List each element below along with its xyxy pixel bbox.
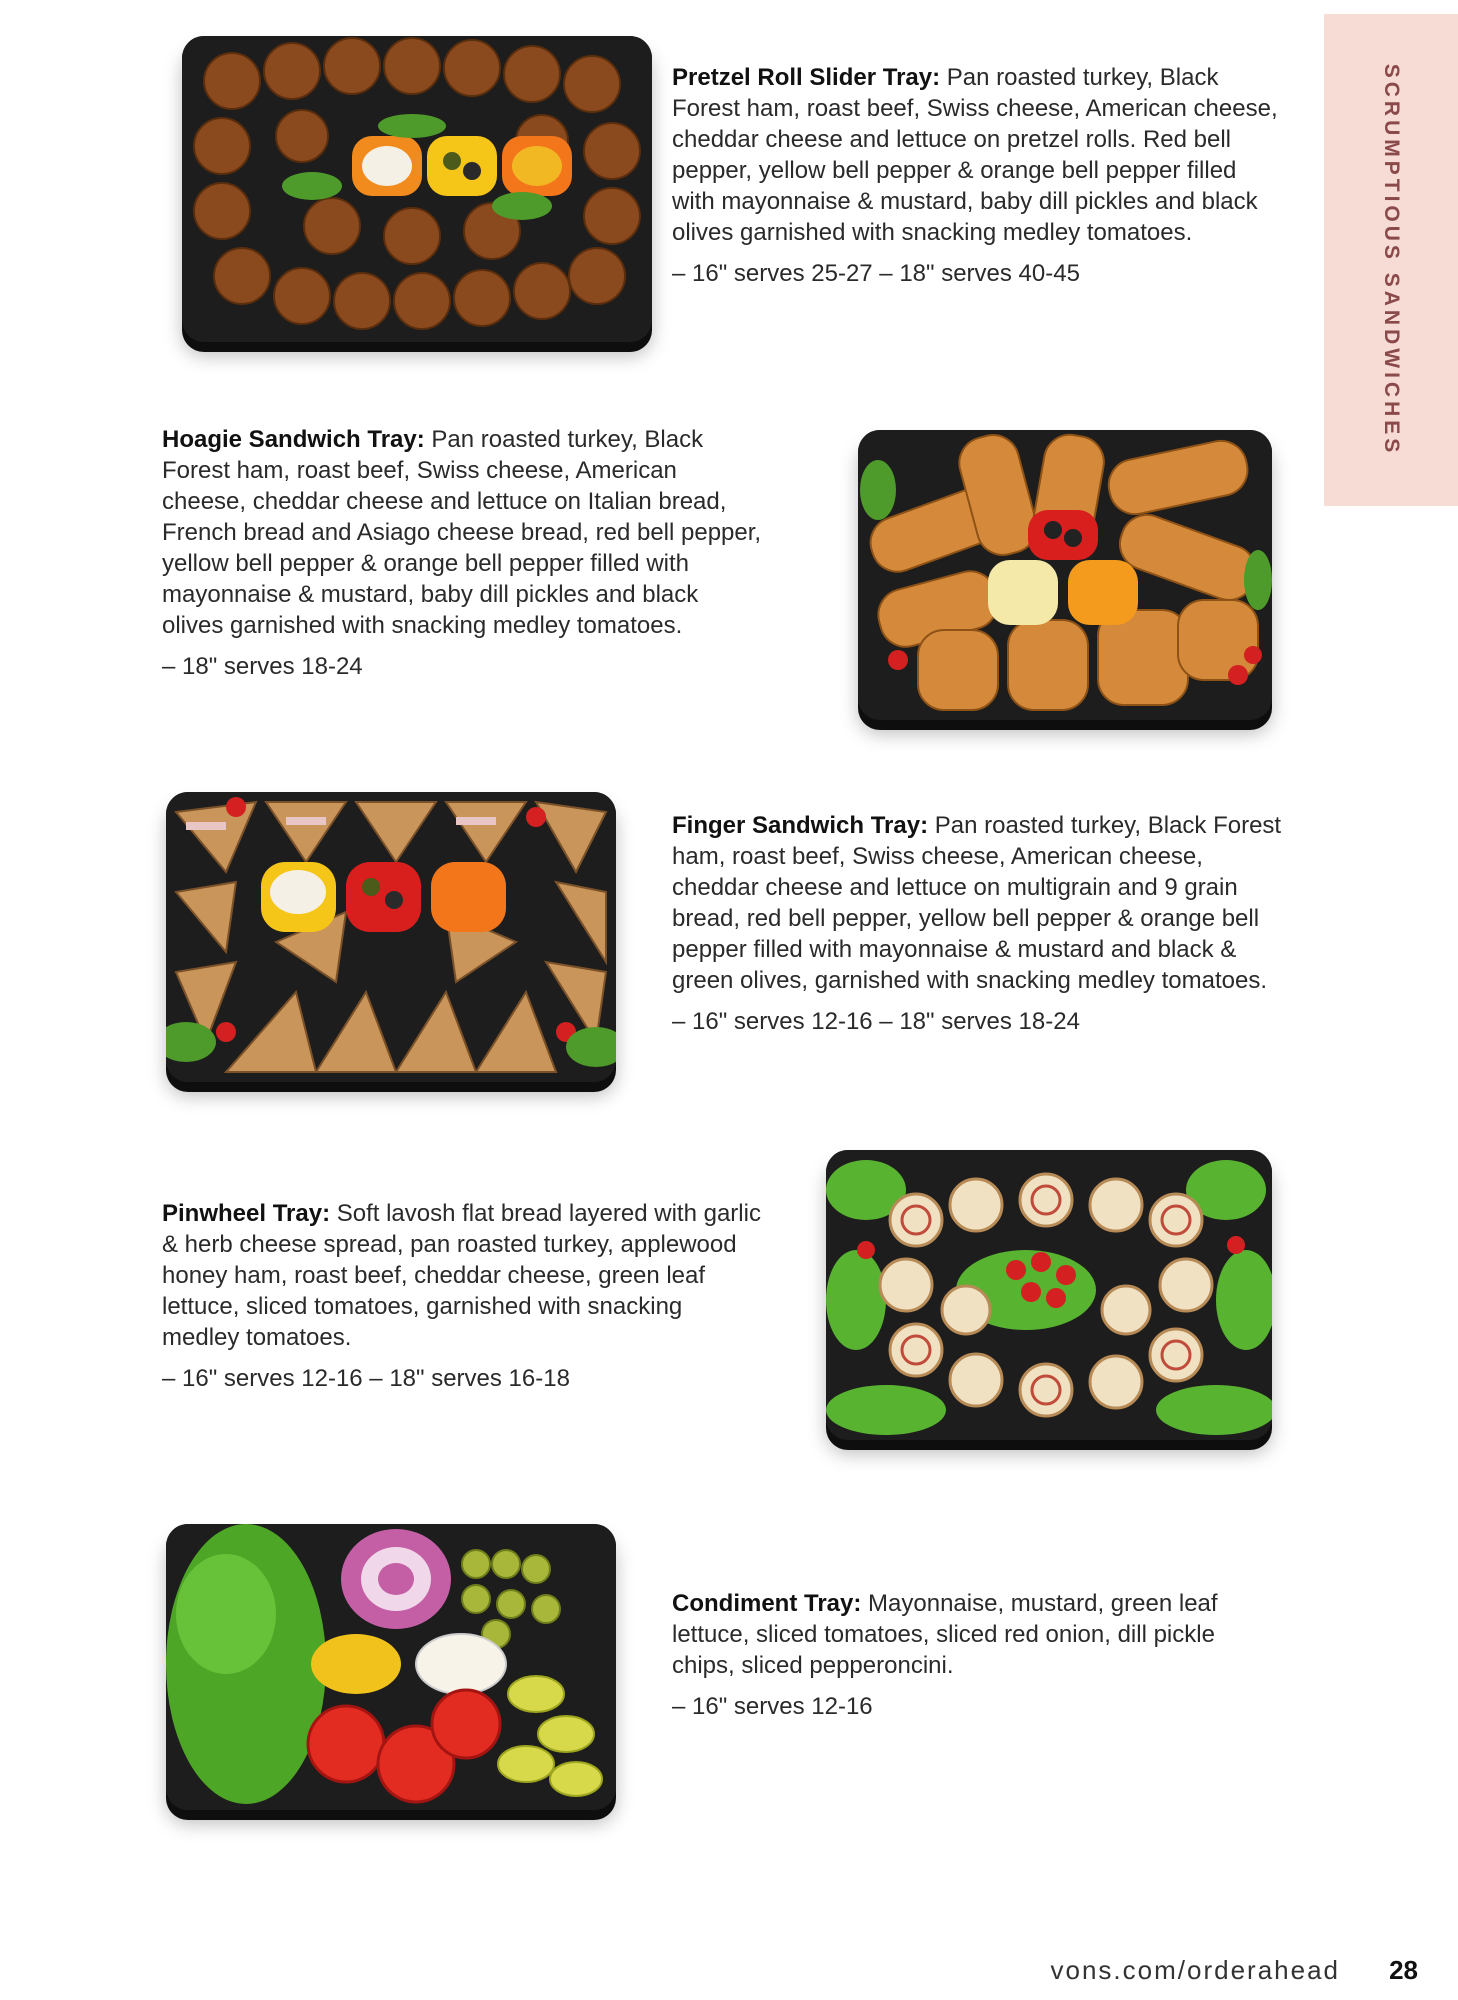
section-tab	[1324, 14, 1458, 506]
condiment-tray-image	[166, 1524, 616, 1810]
hoagie-name: Hoagie Sandwich Tray:	[162, 426, 425, 453]
pinwheel-tray-image	[826, 1150, 1272, 1440]
hoagie-serves: – 18" serves 18-24	[162, 653, 363, 680]
hoagie-tray-image	[858, 430, 1272, 720]
hoagie-description	[162, 424, 762, 682]
condiment-text: Mayonnaise, mustard, green leaf lettuce, sliced tomatoes, sliced red onion, dill pickle chips, sliced pepperoncini.	[672, 1590, 1218, 1679]
condiment-serves: – 16" serves 12-16	[672, 1693, 873, 1720]
pretzel-slider-serves: – 16" serves 25-27 – 18" serves 40-45	[672, 260, 1080, 287]
finger-sandwich-text: Pan roasted turkey, Black Forest ham, roast beef, Swiss cheese, American cheese, cheddar cheese and lettuce on multigrain and 9 grain bread, red bell pepper, yellow bell pepper & orange bell pepper filled with mayonnaise & mustard and black & green olives, garnished with snacking medley tomatoes.	[672, 812, 1282, 994]
condiment-name: Condiment Tray:	[672, 1590, 862, 1617]
finger-sandwich-tray-image	[166, 792, 616, 1082]
section-tab-label: SCRUMPTIOUS SANDWICHES	[1380, 63, 1403, 457]
pretzel-slider-description	[672, 62, 1282, 289]
pinwheel-text: Soft lavosh flat bread layered with garlic & herb cheese spread, pan roasted turkey, applewood honey ham, roast beef, cheddar cheese, green leaf lettuce, sliced tomatoes, garnished with snacking medley tomatoes.	[162, 1200, 761, 1351]
pinwheel-name: Pinwheel Tray:	[162, 1200, 331, 1227]
hoagie-text: Pan roasted turkey, Black Forest ham, roast beef, Swiss cheese, American cheese, cheddar cheese and lettuce on Italian bread, French bread and Asiago cheese bread, red bell pepper, yellow bell pepper & orange bell pepper filled with mayonnaise & mustard, baby dill pickles and black olives garnished with snacking medley tomatoes.	[162, 426, 762, 639]
condiment-description	[672, 1588, 1282, 1722]
pretzel-slider-tray-image	[182, 36, 652, 342]
page-number: 28	[1389, 1955, 1418, 1985]
pinwheel-description	[162, 1198, 762, 1394]
finger-sandwich-serves: – 16" serves 12-16 – 18" serves 18-24	[672, 1008, 1080, 1035]
footer-url[interactable]: vons.com/orderahead	[1050, 1955, 1340, 1985]
pinwheel-serves: – 16" serves 12-16 – 18" serves 16-18	[162, 1365, 570, 1392]
finger-sandwich-name: Finger Sandwich Tray:	[672, 812, 929, 839]
pretzel-slider-text: Pan roasted turkey, Black Forest ham, roast beef, Swiss cheese, American cheese, cheddar cheese and lettuce on pretzel rolls. Red bell pepper, yellow bell pepper & orange bell pepper filled with mayonnaise & mustard, baby dill pickles and black olives garnished with snacking medley tomatoes.	[672, 64, 1278, 246]
finger-sandwich-description	[672, 810, 1282, 1037]
pretzel-slider-name: Pretzel Roll Slider Tray:	[672, 64, 941, 91]
